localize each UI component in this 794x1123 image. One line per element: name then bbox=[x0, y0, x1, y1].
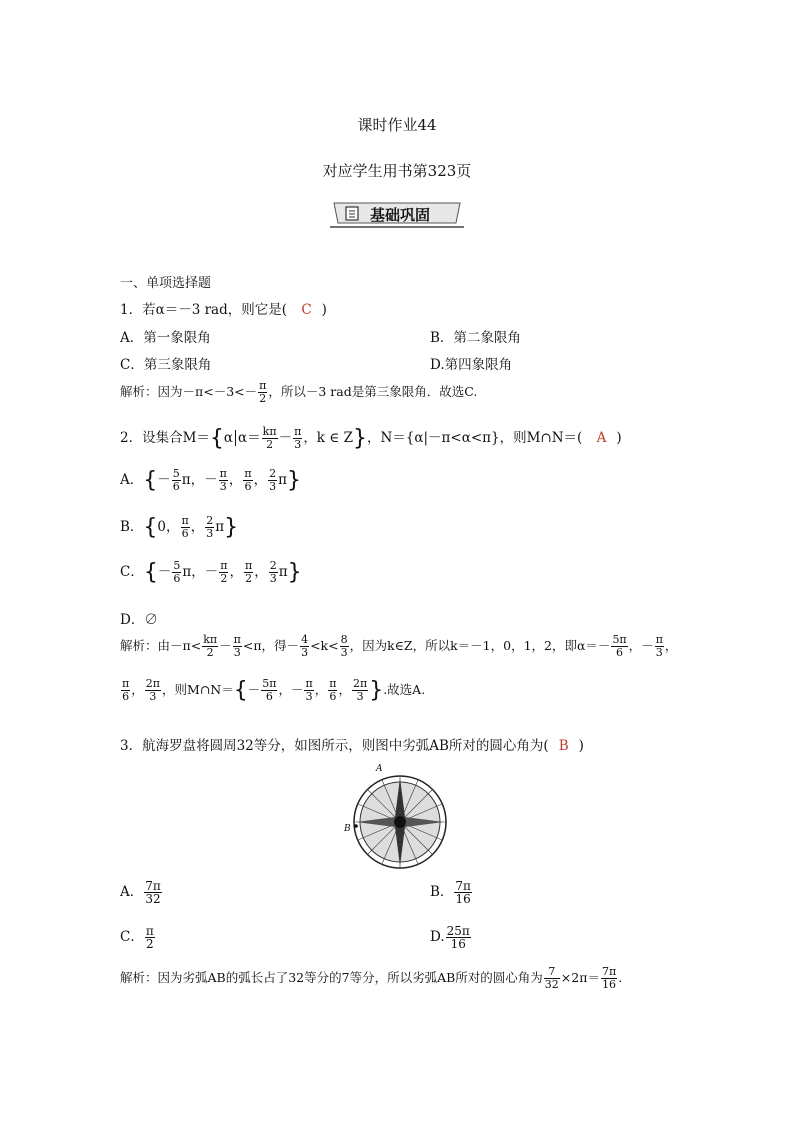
section-badge bbox=[330, 199, 464, 231]
option-1c: C．第三象限角 bbox=[120, 357, 212, 373]
question-1-solution: 解析：因为－π<－3<－ $\frac{\pi}{2}$ ，所以－3 rad是第三象限角．故选C. bbox=[120, 379, 478, 405]
option-2a: A．{－ $\frac{5}{6}$ π，－ $\frac{\pi}{3}$ ， $\frac{\pi}{6}$ ， $\frac{2}{3}$ π} bbox=[120, 467, 301, 493]
option-2b: B．{0， $\frac{\pi}{6}$ ， $\frac{2}{3}$ π} bbox=[120, 514, 239, 540]
option-3b: B． $\frac{7\pi}{16}$ bbox=[430, 879, 471, 906]
question-2-stem: 2．设集合M＝{α α＝ $\frac{k\pi}{2}$ － $\frac{\pi}{3}$ ，k ∈ Z}，N＝{α|－π<α<π}，则M∩N＝( A ) bbox=[120, 425, 622, 451]
question-3-answer: B bbox=[558, 738, 569, 754]
badge-label: 基础巩固 bbox=[370, 206, 431, 224]
question-2-answer: A bbox=[596, 430, 607, 446]
option-1b: B．第二象限角 bbox=[430, 330, 521, 346]
point-b-label: B bbox=[344, 824, 351, 834]
question-2-solution-line-2: $\frac{\pi}{6}$ ， $\frac{2\pi}{3}$ ，则M∩N＝{－ $\frac{5\pi}{6}$ ，－ $\frac{\pi}{3}$ ， $\frac{\pi}{6}$ ， $\frac{2\pi}{3}$ }.故选A. bbox=[122, 677, 426, 703]
page-subtitle: 对应学生用书第323页 bbox=[322, 162, 472, 180]
option-1a: A．第一象限角 bbox=[120, 330, 211, 346]
question-2-solution-line-1: 解析：由－π< $\frac{k\pi}{2}$ － $\frac{\pi}{3}$ <π，得－ $\frac{4}{3}$ <k< $\frac{8}{3}$ ，因为k∈Z，所以k＝－1，0，1，2，即α＝－ $\frac{5\pi}{6}$ ，－ $\frac{\pi}{3}$ ， bbox=[120, 633, 678, 659]
page-title: 课时作业44 bbox=[357, 116, 437, 134]
compass-figure bbox=[342, 764, 452, 874]
option-3d: D. $\frac{25\pi}{16}$ bbox=[430, 924, 470, 951]
section-heading: 一、单项选择题 bbox=[120, 276, 212, 291]
question-1-answer: C bbox=[301, 302, 312, 318]
option-3a: A． $\frac{7\pi}{32}$ bbox=[120, 879, 161, 906]
option-1d: D.第四象限角 bbox=[430, 357, 513, 373]
option-2d: D．∅ bbox=[120, 612, 158, 628]
question-1-stem: 1．若α＝－3 rad，则它是( C ) bbox=[120, 302, 327, 318]
question-3-solution: 解析：因为劣弧AB的弧长占了32等分的7等分，所以劣弧AB所对的圆心角为 $\frac{7}{32}$ ×2π＝ $\frac{7\pi}{16}$ . bbox=[120, 965, 623, 991]
compass-rose-icon bbox=[342, 764, 452, 874]
question-3-stem: 3．航海罗盘将圆周32等分，如图所示，则图中劣弧AB所对的圆心角为( B ) bbox=[120, 738, 584, 754]
point-a-label: A bbox=[376, 764, 383, 774]
option-3c: C． $\frac{\pi}{2}$ bbox=[120, 924, 154, 951]
option-2c: C．{－ $\frac{5}{6}$ π，－ $\frac{\pi}{2}$ ， $\frac{\pi}{2}$ ， $\frac{2}{3}$ π} bbox=[120, 559, 302, 585]
